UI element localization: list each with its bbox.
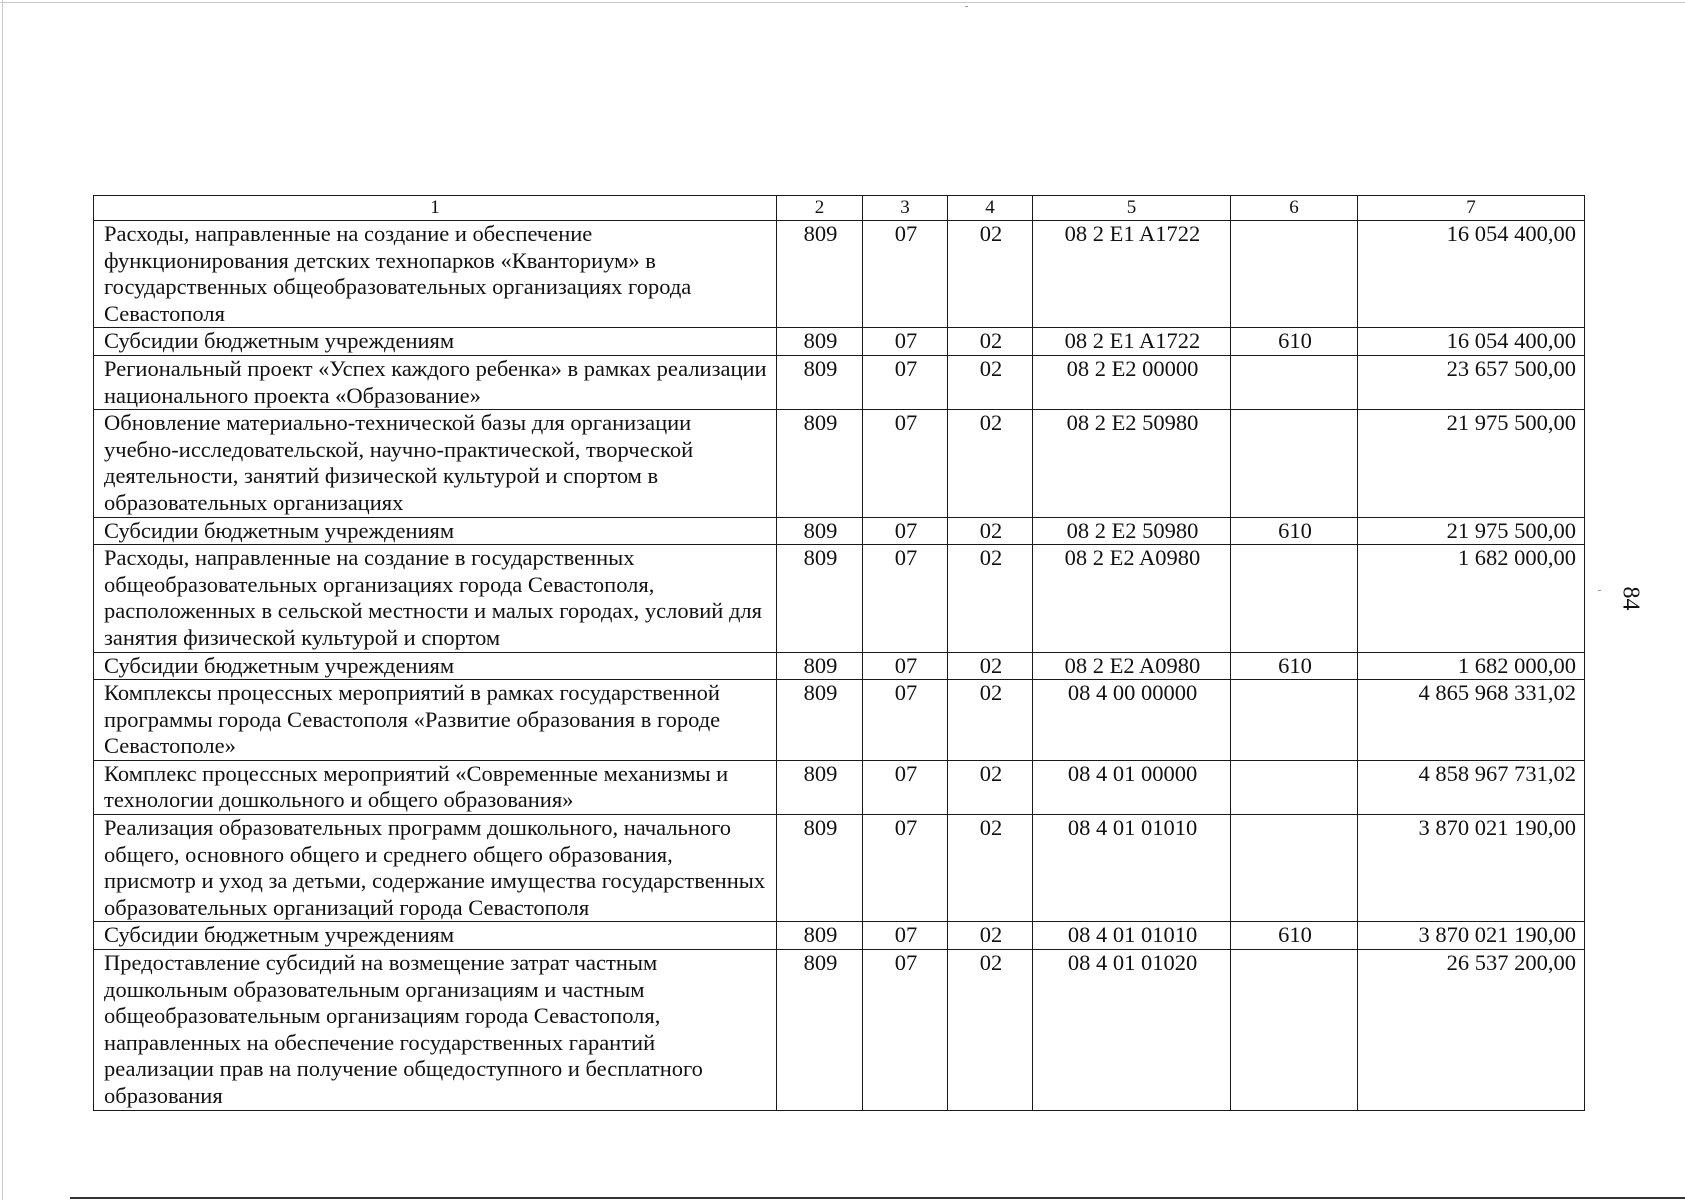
expense-type-code: 610	[1231, 922, 1358, 950]
amount: 4 858 967 731,02	[1358, 760, 1585, 814]
target-article-code: 08 2 E2 A0980	[1033, 545, 1231, 652]
ministry-code: 809	[777, 815, 863, 922]
target-article-code: 08 2 E1 A1722	[1033, 328, 1231, 356]
ministry-code: 809	[777, 355, 863, 409]
subsection-code: 02	[948, 355, 1033, 409]
row-description: Реализация образовательных программ дошкольного, начального общего, основного общего и среднего общего образования, присмотр и уход за детьми, содержание имущества государственных образовательных организаций города Севастополя	[94, 815, 777, 922]
section-code: 07	[863, 545, 948, 652]
expense-type-code	[1231, 410, 1358, 517]
subsection-code: 02	[948, 652, 1033, 680]
target-article-code: 08 4 01 01010	[1033, 922, 1231, 950]
scan-left-edge	[2, 0, 3, 1200]
subsection-code: 02	[948, 410, 1033, 517]
section-code: 07	[863, 328, 948, 356]
row-description: Обновление материально-технической базы для организации учебно-исследовательской, научно-практической, творческой деятельности, занятий физической культурой и спортом в образовательных организациях	[94, 410, 777, 517]
expense-type-code: 610	[1231, 328, 1358, 356]
expense-type-code	[1231, 680, 1358, 761]
target-article-code: 08 4 01 01010	[1033, 815, 1231, 922]
expense-type-code	[1231, 545, 1358, 652]
column-header: 7	[1358, 196, 1585, 221]
target-article-code: 08 2 E2 50980	[1033, 410, 1231, 517]
target-article-code: 08 4 01 01020	[1033, 950, 1231, 1111]
section-code: 07	[863, 355, 948, 409]
ministry-code: 809	[777, 328, 863, 356]
amount: 26 537 200,00	[1358, 950, 1585, 1111]
subsection-code: 02	[948, 760, 1033, 814]
ministry-code: 809	[777, 410, 863, 517]
section-code: 07	[863, 680, 948, 761]
section-code: 07	[863, 517, 948, 545]
table-row	[94, 815, 1585, 922]
table-row	[94, 221, 1585, 328]
subsection-code: 02	[948, 328, 1033, 356]
target-article-code: 08 2 E2 50980	[1033, 517, 1231, 545]
amount: 21 975 500,00	[1358, 410, 1585, 517]
target-article-code: 08 2 E1 A1722	[1033, 221, 1231, 328]
table-row	[94, 355, 1585, 409]
subsection-code: 02	[948, 517, 1033, 545]
amount: 3 870 021 190,00	[1358, 815, 1585, 922]
row-description: Расходы, направленные на создание в государственных общеобразовательных организациях города Севастополя, расположенных в сельской местности и малых городах, условий для занятия физической культурой и спортом	[94, 545, 777, 652]
expense-type-code	[1231, 815, 1358, 922]
amount: 1 682 000,00	[1358, 545, 1585, 652]
subsection-code: 02	[948, 545, 1033, 652]
budget-table	[93, 195, 1585, 1111]
column-header: 4	[948, 196, 1033, 221]
row-description: Комплекс процессных мероприятий «Современные механизмы и технологии дошкольного и общего образования»	[94, 760, 777, 814]
subsection-code: 02	[948, 221, 1033, 328]
subsection-code: 02	[948, 680, 1033, 761]
section-code: 07	[863, 652, 948, 680]
table-row	[94, 680, 1585, 761]
amount: 16 054 400,00	[1358, 221, 1585, 328]
row-description: Комплексы процессных мероприятий в рамках государственной программы города Севастополя «Развитие образования в городе Севастополе»	[94, 680, 777, 761]
ministry-code: 809	[777, 760, 863, 814]
column-header: 6	[1231, 196, 1358, 221]
expense-type-code	[1231, 950, 1358, 1111]
row-description: Предоставление субсидий на возмещение затрат частным дошкольным образовательным организациям и частным общеобразовательным организациям города Севастополя, направленных на обеспечение государственных гарантий реализации прав на получение общедоступного и бесплатного образования	[94, 950, 777, 1111]
table-row	[94, 922, 1585, 950]
ministry-code: 809	[777, 652, 863, 680]
table-row	[94, 545, 1585, 652]
ministry-code: 809	[777, 680, 863, 761]
target-article-code: 08 4 01 00000	[1033, 760, 1231, 814]
row-description: Субсидии бюджетным учреждениям	[94, 328, 777, 356]
page-bottom-rule	[70, 1197, 1685, 1199]
scan-top-edge	[0, 2, 1685, 3]
amount: 4 865 968 331,02	[1358, 680, 1585, 761]
target-article-code: 08 2 E2 00000	[1033, 355, 1231, 409]
ministry-code: 809	[777, 545, 863, 652]
expense-type-code	[1231, 355, 1358, 409]
subsection-code: 02	[948, 922, 1033, 950]
row-description: Субсидии бюджетным учреждениям	[94, 517, 777, 545]
column-header: 5	[1033, 196, 1231, 221]
row-description: Субсидии бюджетным учреждениям	[94, 922, 777, 950]
row-description: Субсидии бюджетным учреждениям	[94, 652, 777, 680]
ministry-code: 809	[777, 517, 863, 545]
subsection-code: 02	[948, 950, 1033, 1111]
subsection-code: 02	[948, 815, 1033, 922]
scan-speck	[1598, 590, 1601, 591]
scan-speck	[965, 6, 968, 7]
table-row	[94, 517, 1585, 545]
row-description: Региональный проект «Успех каждого ребенка» в рамках реализации национального проекта «Образование»	[94, 355, 777, 409]
expense-type-code	[1231, 760, 1358, 814]
section-code: 07	[863, 815, 948, 922]
table-row	[94, 328, 1585, 356]
table-row	[94, 652, 1585, 680]
section-code: 07	[863, 221, 948, 328]
section-code: 07	[863, 922, 948, 950]
column-header: 2	[777, 196, 863, 221]
amount: 16 054 400,00	[1358, 328, 1585, 356]
ministry-code: 809	[777, 950, 863, 1111]
page-number: 84	[1617, 586, 1644, 611]
table-row	[94, 950, 1585, 1111]
amount: 21 975 500,00	[1358, 517, 1585, 545]
ministry-code: 809	[777, 221, 863, 328]
column-header: 1	[94, 196, 777, 221]
expense-type-code: 610	[1231, 517, 1358, 545]
amount: 1 682 000,00	[1358, 652, 1585, 680]
section-code: 07	[863, 950, 948, 1111]
table-row	[94, 410, 1585, 517]
amount: 23 657 500,00	[1358, 355, 1585, 409]
column-header: 3	[863, 196, 948, 221]
row-description: Расходы, направленные на создание и обеспечение функционирования детских технопарков «Кванториум» в государственных общеобразовательных организациях города Севастополя	[94, 221, 777, 328]
ministry-code: 809	[777, 922, 863, 950]
column-number-row	[94, 196, 1585, 221]
target-article-code: 08 4 00 00000	[1033, 680, 1231, 761]
section-code: 07	[863, 410, 948, 517]
expense-type-code	[1231, 221, 1358, 328]
section-code: 07	[863, 760, 948, 814]
expense-type-code: 610	[1231, 652, 1358, 680]
amount: 3 870 021 190,00	[1358, 922, 1585, 950]
table-row	[94, 760, 1585, 814]
target-article-code: 08 2 E2 A0980	[1033, 652, 1231, 680]
